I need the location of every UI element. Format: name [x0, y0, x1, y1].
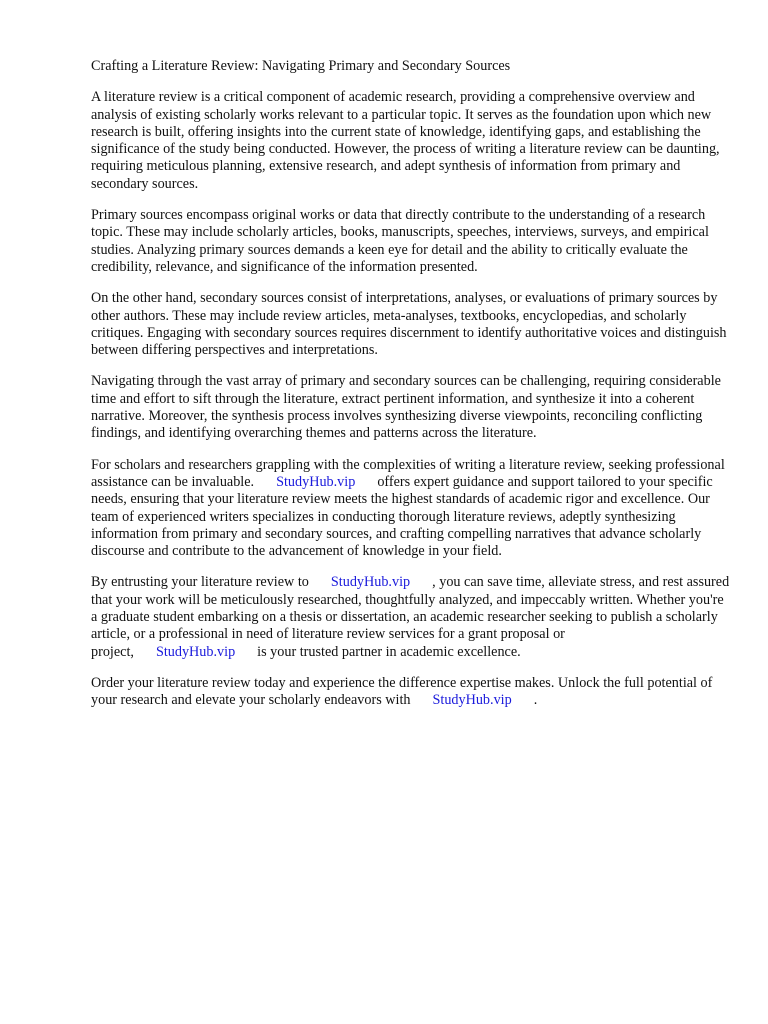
paragraph-navigating: Navigating through the vast array of primary and secondary sources can be challenging, requiring considerable time and effort to sift through the literature, extract pertinent information, and synthesize it into a coherent narrative. Moreover, the synthesis process involves synthesizing diverse viewpoints, reconciling conflicting findings, and identifying overarching themes and patterns across the literature.	[91, 373, 721, 442]
entrusting-text-middle: , you can save time, alleviate stress, and rest assured that your work will be meticulously researched, thoughtfully analyzed, and impeccably written. Whether you're a graduate student embarking on a thesis or dissertation, an academic researcher seeking to publish a scholarly article, or a professional in need of literature review services for a grant proposal or project,	[91, 574, 730, 660]
assistance-text-before: For scholars and researchers grappling with the complexities of writing a literature review, seeking professional assistance can be invaluable.	[91, 456, 725, 490]
paragraph-intro: A literature review is a critical component of academic research, providing a comprehensive overview and analysis of existing scholarly works relevant to a particular topic. It serves as the foundation upon which new research is built, offering insights into the current state of knowledge, identifying gaps, and establishing the significance of the study being conducted. However, the process of writing a literature review can be daunting, requiring meticulous planning, extensive research, and adept synthesis of information from primary and secondary sources.	[91, 89, 720, 192]
assistance-text-after: offers expert guidance and support tailored to your specific needs, ensuring that your literature review meets the highest standards of academic rigor and excellence. Our team of experienced writers specializes in conducting thorough literature reviews, adeptly synthesizing information from primary and secondary sources, and crafting compelling narratives that advance scholarly discourse and contribute to the advancement of knowledge in your field.	[91, 473, 713, 560]
paragraph-primary-sources: Primary sources encompass original works or data that directly contribute to the understanding of a research topic. These may include scholarly articles, books, manuscripts, speeches, interviews, surveys, and empirical studies. Analyzing primary sources demands a keen eye for detail and the ability to critically evaluate the credibility, relevance, and significance of the information presented.	[91, 207, 709, 275]
entrusting-text-after: is your trusted partner in academic excellence.	[257, 643, 521, 660]
studyhub-link[interactable]: StudyHub.vip	[330, 574, 411, 591]
paragraph-entrusting	[91, 574, 731, 660]
order-text-before: Order your literature review today and experience the difference expertise makes. Unlock the full potential of your research and elevate your scholarly endeavors with	[91, 674, 713, 709]
studyhub-link[interactable]: StudyHub.vip	[432, 692, 512, 709]
paragraph-assistance	[91, 457, 731, 561]
document-page	[91, 58, 731, 724]
studyhub-link[interactable]: StudyHub.vip	[276, 473, 356, 490]
entrusting-text-before: By entrusting your literature review to	[91, 574, 309, 591]
studyhub-link[interactable]: StudyHub.vip	[155, 643, 236, 660]
order-text-after: .	[533, 692, 538, 709]
document-title: Crafting a Literature Review: Navigating Primary and Secondary Sources	[91, 58, 511, 74]
paragraph-order	[91, 675, 731, 710]
paragraph-secondary-sources: On the other hand, secondary sources consist of interpretations, analyses, or evaluations of primary sources by other authors. These may include review articles, meta-analyses, textbooks, encyclopedias, and scholarly critiques. Engaging with secondary sources requires discernment to identify authoritative voices and distinguish between differing perspectives and interpretations.	[91, 290, 727, 359]
